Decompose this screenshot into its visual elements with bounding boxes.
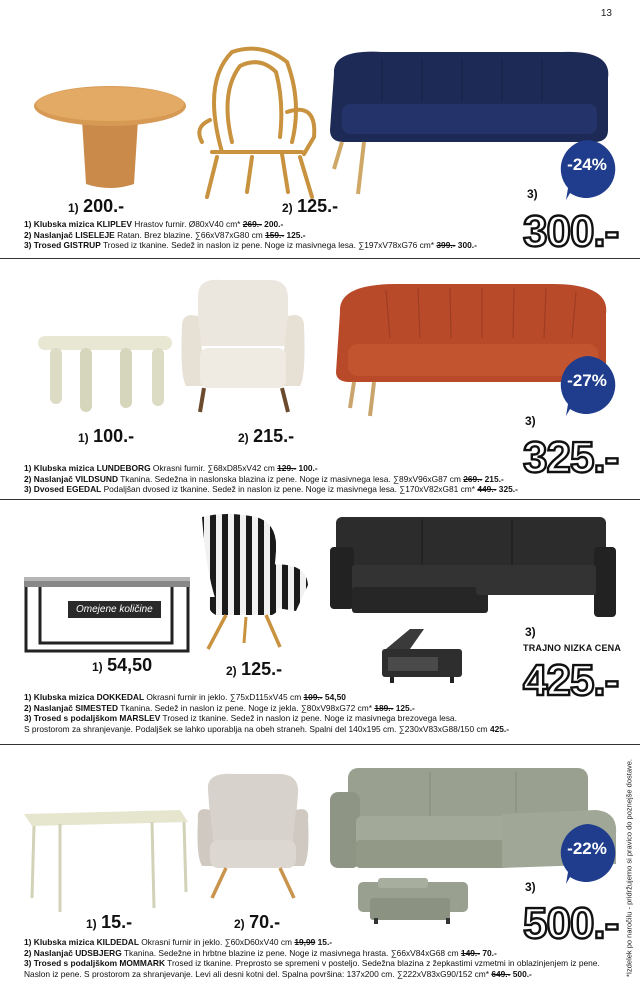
price-label-1 <box>86 912 132 933</box>
permanent-low-price-label: TRAJNO NIZKA CENA <box>523 643 622 653</box>
discount-badge <box>556 138 618 200</box>
coffee-table-lundeborg-image <box>36 332 176 422</box>
section-divider <box>0 744 640 745</box>
price-label-2 <box>234 912 280 933</box>
price-label-value: 100.- <box>93 426 135 446</box>
product-section-3 <box>0 501 640 746</box>
page-number: 13 <box>600 8 612 19</box>
price-label-number: 1) <box>78 431 89 445</box>
description-line: 2) Naslanjač LISELEJE Ratan. Brez blazine. ∑66xV87xG80 cm 159.- 125.- <box>24 229 306 240</box>
price-label-3: 3) <box>527 187 538 201</box>
description-line: S prostorom za shranjevanje. Podaljšek se lahko uporablja na obeh straneh. Spalni del 140x195 cm. ∑230xV83xG88/150 cm 425.- <box>24 723 510 734</box>
product-section-4 <box>0 746 640 1000</box>
product-description <box>24 463 614 495</box>
product-description <box>24 692 614 734</box>
product-section-1 <box>0 0 640 255</box>
price-label-2 <box>226 659 282 680</box>
big-price: 500.- <box>523 899 619 948</box>
section-divider <box>0 499 640 500</box>
price-label-value: 215.- <box>253 426 295 446</box>
price-label-2 <box>238 426 294 447</box>
description-line: 2) Naslanjač UDSBJERG Tkanina. Sedežne in hrbtne blazine iz pene. Noge iz masivnega hrasta. ∑66xV84xG68 cm 149.- 70.- <box>24 947 497 958</box>
price-label-1 <box>78 426 134 447</box>
description-line: 1) Klubska mizica KILDEDAL Okrasni furnir in jeklo. ∑60xD60xV40 cm 19,99 15.- <box>24 937 333 947</box>
price-label-value: 15.- <box>101 912 133 932</box>
price-label-number: 2) <box>226 664 237 678</box>
price-label-number: 1) <box>86 917 97 931</box>
price-label-value: 200.- <box>83 196 125 216</box>
price-label-value: 54,50 <box>107 655 153 675</box>
delivery-side-note <box>624 748 634 988</box>
sofa-marslev-image <box>326 513 618 625</box>
big-price: 325.- <box>523 433 619 482</box>
product-description <box>24 219 614 251</box>
description-line: 2) Naslanjač SIMESTED Tkanina. Sedež in naslon iz pene. Noge iz jekla. ∑80xV98xG72 cm* 189.- 125.- <box>24 702 415 713</box>
price-label-number: 2) <box>238 431 249 445</box>
armchair-liseleje-image <box>192 42 327 202</box>
price-label-3: 3) <box>525 880 536 894</box>
discount-badge <box>556 822 618 884</box>
product-description <box>24 937 614 979</box>
price-label-number: 1) <box>92 660 103 674</box>
description-line: 2) Naslanjač VILDSUND Tkanina. Sedežna in naslonska blazina iz pene. Noge iz masivnega lesa. ∑89xV96xG87 cm 269.- 215.- <box>24 473 504 484</box>
price-label-1 <box>92 655 152 676</box>
sofa-bed-storage-image <box>354 874 472 926</box>
price-label-value: 125.- <box>297 196 339 216</box>
price-label-number: 2) <box>234 917 245 931</box>
price-label-1 <box>68 196 124 217</box>
description-line: 1) Klubska mizica LUNDEBORG Okrasni furnir. ∑68xD85xV42 cm 129.- 100.- <box>24 463 318 473</box>
discount-badge-text: -24% <box>567 155 607 174</box>
price-label-value: 70.- <box>249 912 281 932</box>
description-line: 3) Dvosed EGEDAL Podaljšan dvosed iz tkanine. Sedež in naslon iz pene. Noge iz masivnega lesa. ∑170xV82xG81 cm* 449.- 325.- <box>24 484 518 495</box>
description-line: Naslon iz pene. S prostorom za shranjevanje. Levi ali desni kotni del. Spalna površina: 137x200 cm. ∑222xV83xG90/152 cm* 649.- 500.- <box>24 968 532 979</box>
side-note-text: *Izdelek po naročilu - pridržujemo si pravico do poznejše dostave. <box>624 758 634 978</box>
product-section-2 <box>0 260 640 500</box>
description-line: 3) Trosed s podaljškom MARSLEV Trosed iz tkanine. Sedež in naslon iz pene. Noge iz masivnega brezovega lesa. <box>24 713 457 724</box>
description-line: 1) Klubska mizica KLIPLEV Hrastov furnir. Ø80xV40 cm* 269.- 200.- <box>24 219 284 229</box>
discount-badge-text: -27% <box>567 371 607 390</box>
armchair-simested-image <box>186 511 310 651</box>
price-label-number: 1) <box>68 201 79 215</box>
price-label-3: 3) <box>525 625 536 639</box>
price-label-value: 125.- <box>241 659 283 679</box>
description-line: 3) Trosed GISTRUP Trosed iz tkanine. Sedež in naslon iz pene. Noge iz masivnega lesa. ∑197xV78xG76 cm* 399.- 300.- <box>24 240 477 251</box>
armchair-udsbjerg-image <box>194 770 312 900</box>
price-label-2 <box>282 196 338 217</box>
price-label-3: 3) <box>525 414 536 428</box>
description-line: 1) Klubska mizica DOKKEDAL Okrasni furnir in jeklo. ∑75xD115xV45 cm 109.- 54,50 <box>24 692 346 702</box>
price-label-number: 2) <box>282 201 293 215</box>
coffee-table-kliplev-image <box>30 80 190 190</box>
armchair-vildsund-image <box>176 276 311 416</box>
discount-badge-text: -22% <box>567 839 607 858</box>
big-price: 425.- <box>523 656 619 705</box>
coffee-table-kildedal-image <box>20 804 192 914</box>
big-price: 300.- <box>523 207 619 256</box>
description-line: 3) Trosed s podaljškom MOMMARK Trosed iz tkanine. Preprosto se spremeni v posteljo. Sedežna blazina z žepkastimi vzmetmi in oblazinjenjem iz pene. <box>24 958 600 969</box>
section-divider <box>0 258 640 259</box>
sofa-bed-storage-image <box>380 623 464 685</box>
limited-quantity-tag: Omejene količine <box>68 601 161 618</box>
discount-badge <box>556 354 618 416</box>
